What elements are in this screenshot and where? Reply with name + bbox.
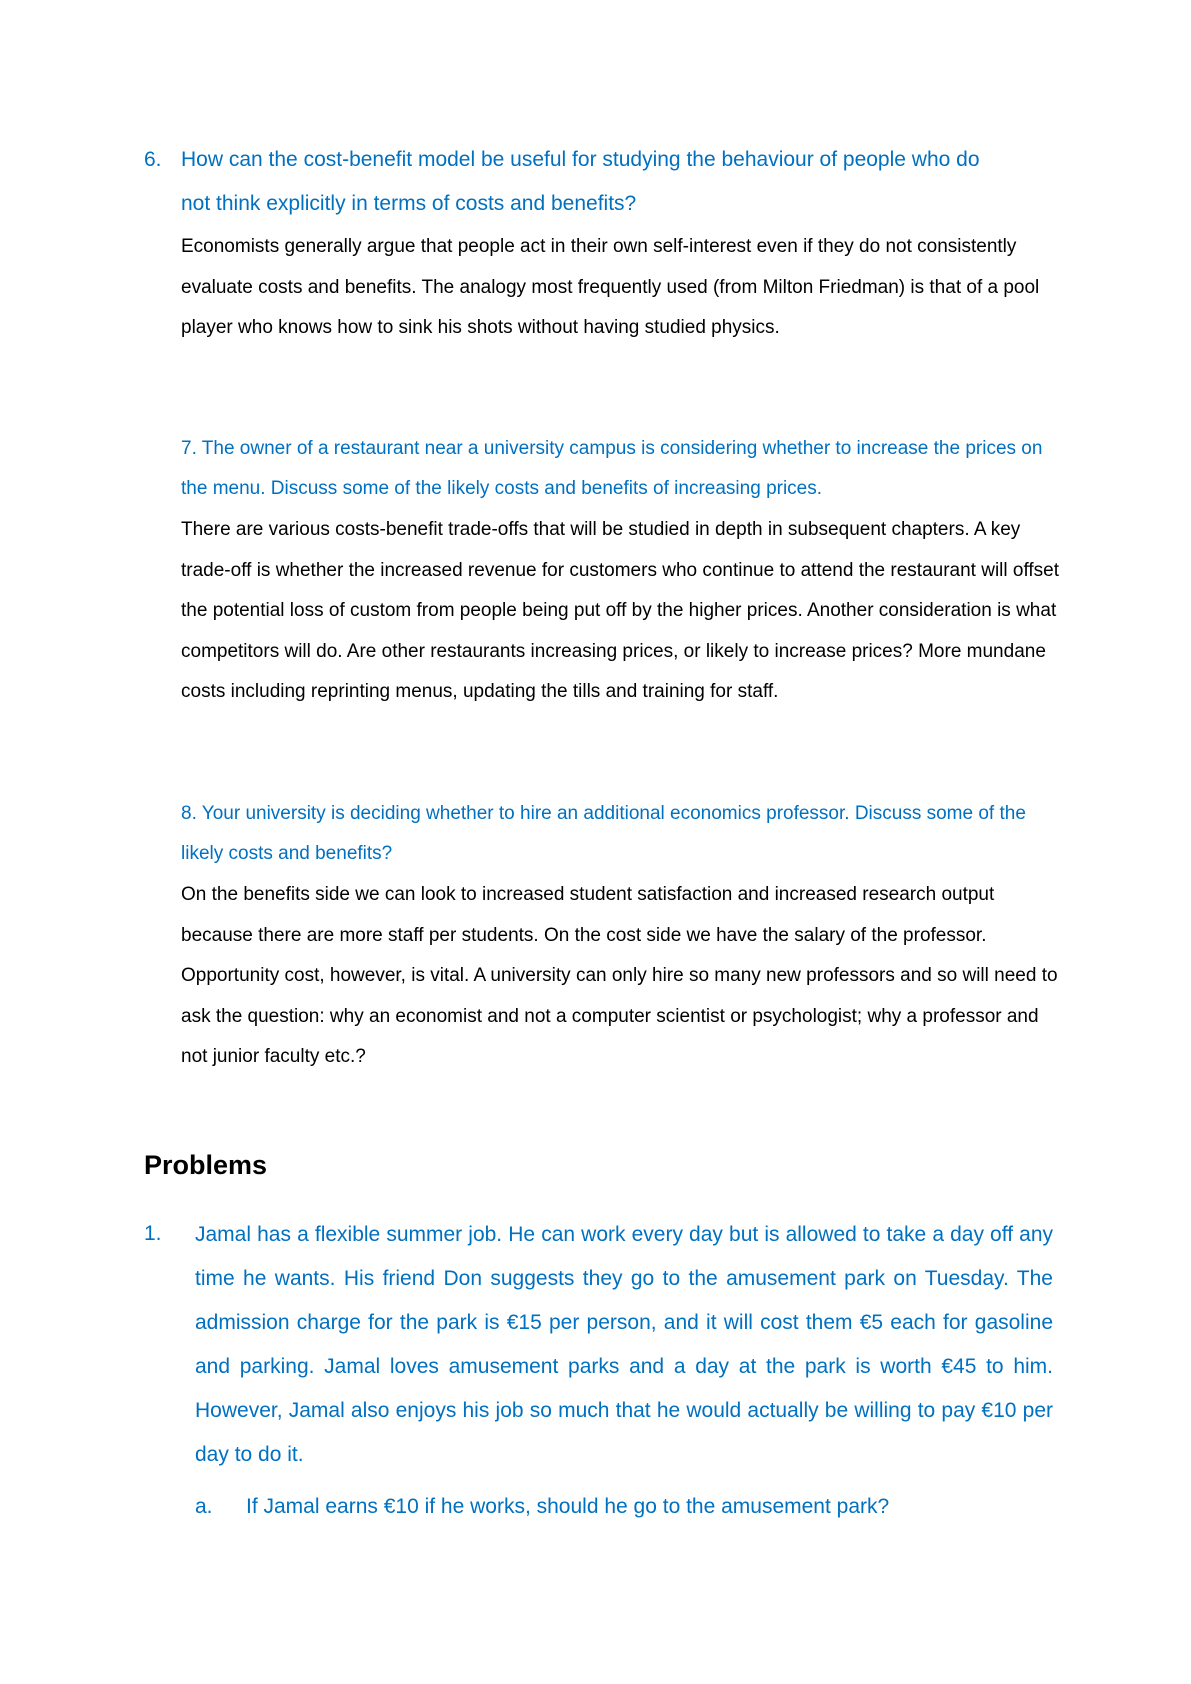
- problem1-number: 1.: [144, 1222, 162, 1245]
- q8-answer: On the benefits side we can look to increased student satisfaction and increased research output because there are more staff per students. On the cost side we have the salary of the professor. Opportunity cost, however, is vital. A university can only hire so many new professors and so will need to ask the question: why an economist and not a computer scientist or psychologist; why a professor and not junior faculty etc.?: [181, 884, 1058, 1067]
- q7-answer: There are various costs-benefit trade-offs that will be studied in depth in subsequent chapters. A key trade-off is whether the increased revenue for customers who continue to attend the restaurant will offset the potential loss of custom from people being put off by the higher prices. Another consideration is what competitors will do. Are other restaurants increasing prices, or likely to increase prices? More mundane costs including reprinting menus, updating the tills and training for staff.: [181, 519, 1060, 702]
- q6-number: 6.: [144, 148, 162, 171]
- q7-question: 7. The owner of a restaurant near a university campus is considering whether to increase the prices on the menu. Discuss some of the likely costs and benefits of increasing prices.: [181, 438, 1043, 499]
- problem1a-text: If Jamal earns €10 if he works, should he go to the amusement park?: [246, 1495, 890, 1518]
- q8-question: 8. Your university is deciding whether to hire an additional economics professor. Discuss some of the likely costs and benefits?: [181, 803, 1026, 864]
- problem1-text: Jamal has a flexible summer job. He can work every day but is allowed to take a day off any time he wants. His friend Don suggests they go to the amusement park on Tuesday. The admission charge for the park is €15 per person, and it will cost them €5 each for gasoline and parking. Jamal loves amusement parks and a day at the park is worth €45 to him. However, Jamal also enjoys his job so much that he would actually be willing to pay €10 per day to do it.: [195, 1223, 1053, 1466]
- problems-heading: Problems: [144, 1150, 268, 1180]
- q6-question-line1: How can the cost-benefit model be useful for studying the behaviour of people who do: [181, 148, 980, 171]
- problem1a-label: a.: [195, 1495, 213, 1518]
- q6-question-line2: not think explicitly in terms of costs and benefits?: [181, 192, 637, 215]
- q6-answer: Economists generally argue that people act in their own self-interest even if they do not consistently evaluate costs and benefits. The analogy most frequently used (from Milton Friedman) is that of a pool player who knows how to sink his shots without having studied physics.: [181, 236, 1040, 338]
